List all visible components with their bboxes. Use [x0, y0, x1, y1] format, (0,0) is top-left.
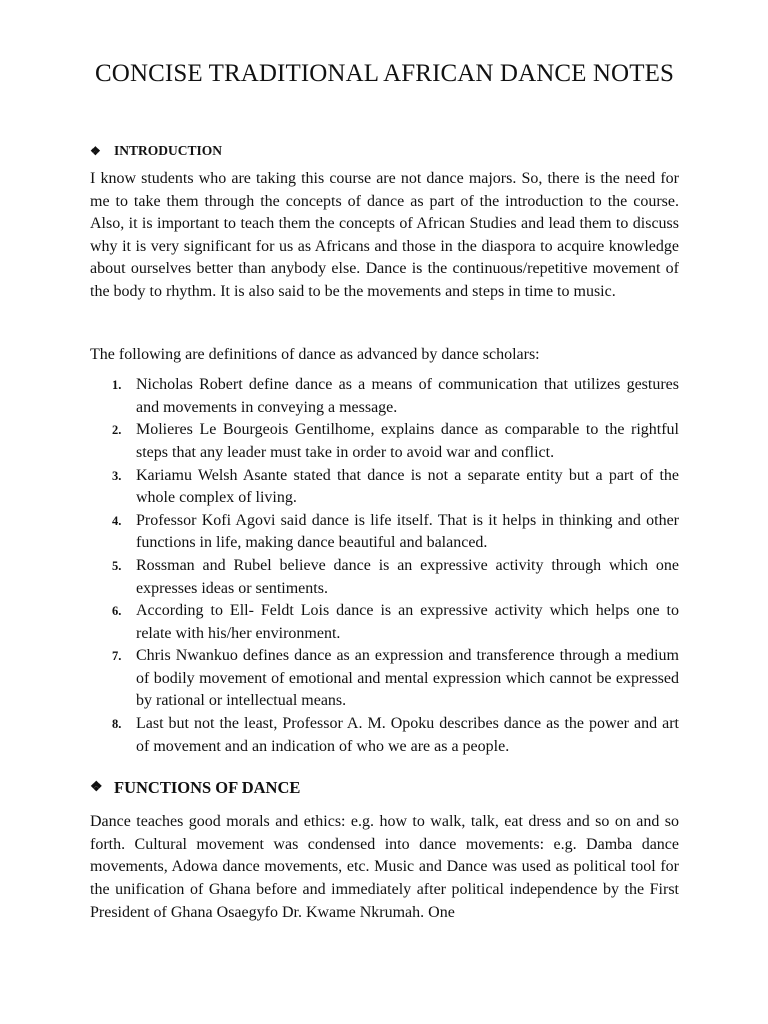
diamond-bullet-icon: ❖: [90, 780, 103, 796]
list-item: [90, 465, 679, 510]
list-item-number: 4.: [112, 513, 122, 528]
list-item-text: Molieres Le Bourgeois Gentilhome, explains dance as comparable to the rightful steps that any leader must take in order to avoid war and conflict.: [136, 421, 679, 461]
functions-heading: [90, 777, 679, 799]
document-title: CONCISE TRADITIONAL AFRICAN DANCE NOTES: [95, 60, 674, 87]
list-item-text: Chris Nwankuo defines dance as an expression and transference through a medium of bodily movement of emotional and mental expression which cannot be expressed by rational or intellectual means.: [136, 647, 679, 710]
list-item-text: Nicholas Robert define dance as a means of communication that utilizes gestures and movements in conveying a message.: [136, 376, 679, 416]
list-item-text: Professor Kofi Agovi said dance is life itself. That is it helps in thinking and other functions in life, making dance beautiful and balanced.: [136, 511, 679, 552]
diamond-bullet-icon: ❖: [90, 144, 101, 158]
list-item: [90, 510, 679, 555]
list-item-text: Last but not the least, Professor A. M. Opoku describes dance as the power and art of movement and an indication of who we are as a people.: [136, 715, 679, 755]
introduction-paragraph: I know students who are taking this course are not dance majors. So, there is the need for me to take them through the concepts of dance as part of the introduction to the course. Also, it is important to teach them the concepts of African Studies and lead them to discuss why it is very significant for us as Africans and those in the diaspora to acquire knowledge about ourselves better than anybody else. Dance is the continuous/repetitive movement of the body to rhythm. It is also said to be the movements and steps in time to music.: [90, 170, 679, 300]
list-item-number: 8.: [112, 717, 122, 732]
list-item: [90, 374, 679, 419]
list-item-text: According to Ell- Feldt Lois dance is an expressive activity which helps one to relate with his/her environment.: [136, 602, 679, 642]
list-item-number: 1.: [112, 378, 122, 393]
list-item-text: Kariamu Welsh Asante stated that dance is not a separate entity but a part of the whole complex of living.: [136, 466, 679, 507]
definitions-intro: The following are definitions of dance as advanced by dance scholars:: [90, 345, 540, 363]
list-item: [90, 713, 679, 758]
list-item-text: Rossman and Rubel believe dance is an expressive activity through which one expresses ideas or sentiments.: [136, 556, 679, 597]
list-item-number: 2.: [112, 423, 122, 438]
list-item: [90, 419, 679, 464]
functions-paragraph: Dance teaches good morals and ethics: e.g. how to walk, talk, eat dress and so on and so forth. Cultural movement was condensed into dance movements: e.g. Damba dance movements, Adowa dance movements, etc. Music and Dance was used as political tool for the unification of Ghana before and immediately after political independence by the First President of Ghana Osaegyfo Dr. Kwame Nkrumah. One: [90, 813, 679, 921]
list-item-number: 3.: [112, 468, 122, 483]
definitions-list: [90, 374, 679, 758]
list-item: [90, 555, 679, 600]
functions-heading-label: FUNCTIONS OF DANCE: [114, 778, 301, 798]
list-item: [90, 645, 679, 713]
list-item-number: 7.: [112, 649, 122, 664]
list-item-number: 5.: [112, 558, 122, 573]
list-item: [90, 600, 679, 645]
introduction-heading-label: INTRODUCTION: [114, 143, 223, 158]
list-item-number: 6.: [112, 604, 122, 619]
introduction-heading: [90, 142, 679, 160]
